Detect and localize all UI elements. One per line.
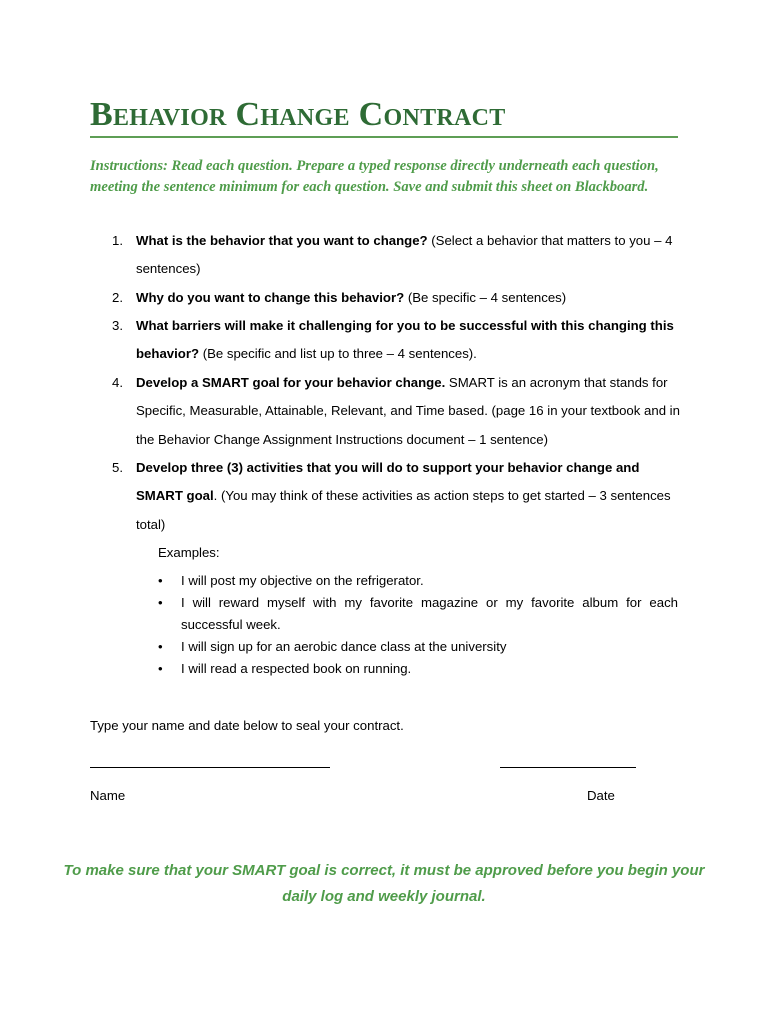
question-number: 1. — [112, 233, 123, 248]
date-signature-line[interactable] — [500, 767, 636, 768]
bullet-icon: • — [158, 661, 163, 676]
bullet-icon: • — [158, 595, 163, 610]
examples-list — [158, 570, 678, 680]
example-text: I will read a respected book on running. — [181, 661, 412, 676]
question-note: . (You may think of these activities as action steps to get started – 3 sentences total) — [136, 488, 671, 532]
title-divider — [90, 136, 678, 138]
question-text: What is the behavior that you want to change? — [136, 233, 428, 248]
question-note: (Be specific and list up to three – 4 sentences). — [199, 346, 477, 362]
question-5 — [100, 454, 680, 539]
name-signature-line[interactable] — [90, 767, 330, 768]
bullet-icon: • — [158, 639, 163, 654]
bullet-icon: • — [158, 573, 163, 588]
question-number: 5. — [112, 460, 123, 475]
examples-label: Examples: — [158, 545, 220, 560]
question-number: 4. — [112, 375, 123, 390]
question-1 — [100, 227, 680, 284]
page-title: Behavior Change Contract — [90, 96, 506, 133]
list-item — [158, 636, 678, 658]
question-3 — [100, 312, 680, 369]
question-number: 2. — [112, 290, 123, 305]
question-text: Develop a SMART goal for your behavior change. — [136, 375, 446, 390]
date-label: Date — [587, 788, 615, 803]
question-text: What barriers will make it challenging for you to be successful with this changing this behavior? — [136, 318, 674, 362]
approval-note: To make sure that your SMART goal is correct, it must be approved before you begin your daily log and weekly journal. — [63, 862, 705, 905]
seal-instruction: Type your name and date below to seal your contract. — [90, 718, 404, 733]
example-text: I will reward myself with my favorite magazine or my favorite album for each successful week. — [181, 595, 678, 632]
question-text: Why do you want to change this behavior? — [136, 290, 405, 305]
list-item — [158, 658, 678, 680]
question-number: 3. — [112, 318, 123, 333]
instructions-text: Instructions: Read each question. Prepare a typed response directly underneath each question, meeting the sentence minimum for each question. Save and submit this sheet on Blackboard. — [90, 158, 659, 195]
question-2 — [100, 284, 680, 312]
question-4 — [100, 369, 680, 454]
list-item — [158, 570, 678, 592]
name-label: Name — [90, 788, 126, 803]
example-text: I will post my objective on the refrigerator. — [181, 573, 424, 588]
question-note: SMART is an acronym that stands for Specific, Measurable, Attainable, Relevant, and Time based. (page 16 in your textbook and in the Behavior Change Assignment Instructions document – 1 sentence) — [136, 375, 680, 447]
example-text: I will sign up for an aerobic dance class at the university — [181, 639, 507, 654]
question-text: Develop three (3) activities that you will do to support your behavior change and SMART goal — [136, 460, 640, 504]
question-note: (Be specific – 4 sentences) — [404, 290, 567, 305]
question-note: (Select a behavior that matters to you – 4 sentences) — [136, 233, 673, 277]
list-item — [158, 592, 678, 636]
